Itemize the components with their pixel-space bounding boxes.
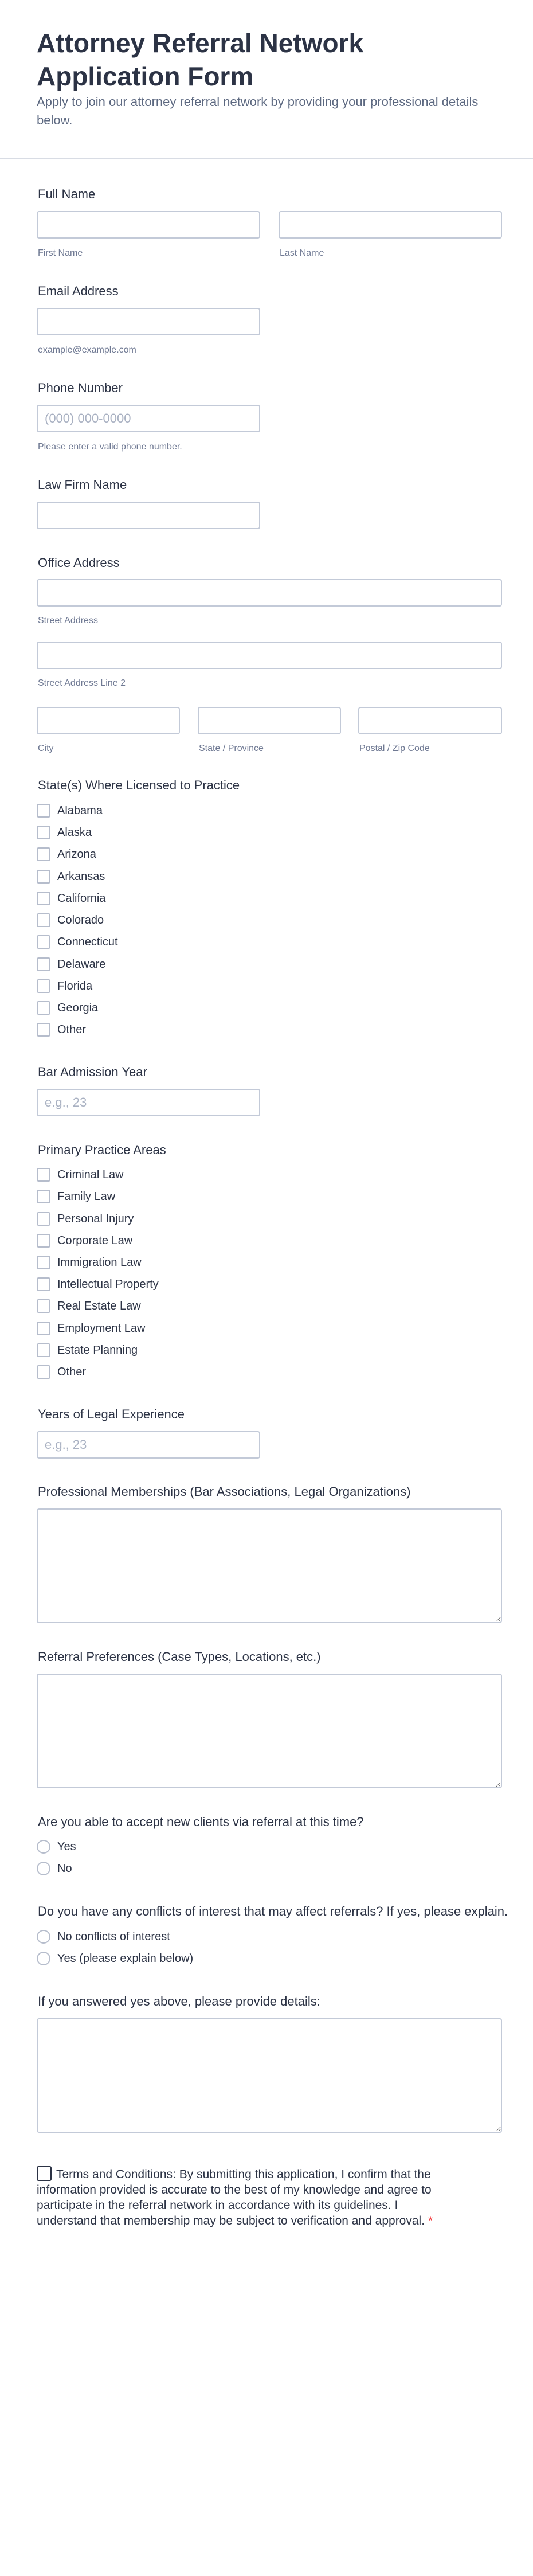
practice-option-corporate-law[interactable] [37,1233,132,1249]
licensed-states-label: State(s) Where Licensed to Practice [38,778,240,792]
checkbox[interactable] [37,1023,50,1037]
state-option-florida[interactable] [37,978,92,994]
state-option-arkansas[interactable] [37,869,105,885]
option-label: Yes (please explain below) [57,1952,194,1965]
first-name-sublabel: First Name [38,248,83,258]
memberships-label: Professional Memberships (Bar Associations, Legal Organizations) [38,1484,411,1499]
postal-code-input[interactable] [358,707,502,734]
option-label: No [57,1862,72,1875]
checkbox[interactable] [37,1277,50,1291]
option-label: Corporate Law [57,1234,133,1247]
city-sublabel: City [38,744,54,753]
option-label: Real Estate Law [57,1300,141,1312]
radio-button[interactable] [37,1952,50,1965]
option-label: Alaska [57,826,92,839]
first-name-input[interactable] [37,211,260,239]
state-option-arizona[interactable] [37,846,96,862]
checkbox[interactable] [37,804,50,818]
accept-option-yes[interactable] [37,1839,76,1855]
checkbox[interactable] [37,1322,50,1335]
form-header [0,0,533,159]
practice-option-real-estate-law[interactable] [37,1298,141,1314]
checkbox[interactable] [37,1234,50,1248]
checkbox[interactable] [37,1001,50,1015]
street-address-2-sublabel: Street Address Line 2 [38,678,126,688]
accept-clients-label: Are you able to accept new clients via referral at this time? [38,1815,364,1829]
terms-block [37,2166,455,2229]
option-label: Yes [57,1840,76,1853]
option-label: Colorado [57,914,104,927]
law-firm-input[interactable] [37,502,260,529]
option-label: Other [57,1366,87,1378]
practice-option-estate-planning[interactable] [37,1342,138,1358]
conflicts-label: Do you have any conflicts of interest that may affect referrals? If yes, please explain. [38,1904,508,1918]
radio-button[interactable] [37,1930,50,1944]
form-title: Attorney Referral Network Application Form [37,28,364,91]
option-label: Connecticut [57,936,118,948]
option-label: No conflicts of interest [57,1930,170,1943]
checkbox[interactable] [37,935,50,949]
office-address-label: Office Address [38,556,120,570]
option-label: Florida [57,980,93,992]
checkbox[interactable] [37,913,50,927]
conflict-details-label: If you answered yes above, please provide details: [38,1994,320,2008]
option-label: Intellectual Property [57,1278,159,1291]
form-subtitle: Apply to join our attorney referral network by providing your professional details below. [37,95,479,127]
checkbox[interactable] [37,1168,50,1182]
phone-sublabel: Please enter a valid phone number. [38,442,182,452]
state-option-alaska[interactable] [37,824,92,841]
state-province-input[interactable] [198,707,341,734]
checkbox[interactable] [37,1190,50,1203]
experience-label: Years of Legal Experience [38,1407,185,1421]
checkbox[interactable] [37,1256,50,1269]
radio-button[interactable] [37,1840,50,1854]
practice-option-personal-injury[interactable] [37,1211,134,1227]
phone-label: Phone Number [38,381,123,395]
checkbox[interactable] [37,1365,50,1379]
checkbox[interactable] [37,957,50,971]
law-firm-label: Law Firm Name [38,478,127,492]
option-label: Georgia [57,1002,99,1014]
terms-text: Terms and Conditions: By submitting this application, I confirm that the information provided is accurate to the best of my knowledge and agree to participate in the referral network in accordance with its guidelines. I understand that membership may be subject to verification and approval. [37,2168,432,2227]
checkbox[interactable] [37,1212,50,1226]
referral-preferences-label: Referral Preferences (Case Types, Locations, etc.) [38,1649,321,1664]
phone-input[interactable] [37,405,260,432]
option-label: Family Law [57,1190,116,1203]
street-address-input[interactable] [37,579,502,607]
option-label: Criminal Law [57,1168,124,1181]
option-label: Employment Law [57,1322,146,1335]
checkbox[interactable] [37,847,50,861]
checkbox[interactable] [37,826,50,839]
state-option-california[interactable] [37,890,105,906]
postal-code-sublabel: Postal / Zip Code [359,744,430,753]
state-province-sublabel: State / Province [199,744,264,753]
practice-option-family-law[interactable] [37,1189,115,1205]
practice-option-intellectual-property[interactable] [37,1276,159,1292]
last-name-sublabel: Last Name [280,248,324,258]
experience-input[interactable] [37,1431,260,1459]
bar-year-input[interactable] [37,1089,260,1116]
option-label: Delaware [57,958,106,971]
last-name-input[interactable] [279,211,502,239]
street-address-sublabel: Street Address [38,616,98,626]
conflict-details-textarea[interactable] [37,2018,502,2133]
practice-option-employment-law[interactable] [37,1320,145,1336]
conflicts-option-none[interactable] [37,1929,170,1945]
state-option-colorado[interactable] [37,912,104,928]
email-input[interactable] [37,308,260,335]
state-option-alabama[interactable] [37,803,103,819]
practice-option-criminal-law[interactable] [37,1167,124,1183]
accept-option-no[interactable] [37,1860,72,1877]
option-label: Estate Planning [57,1344,138,1357]
practice-areas-label: Primary Practice Areas [38,1143,166,1157]
option-label: Personal Injury [57,1213,134,1225]
street-address-2-input[interactable] [37,642,502,669]
option-label: California [57,892,106,905]
required-asterisk: * [428,2214,433,2227]
city-input[interactable] [37,707,180,734]
option-label: Alabama [57,804,103,817]
state-option-delaware[interactable] [37,956,105,972]
radio-button[interactable] [37,1862,50,1875]
checkbox[interactable] [37,892,50,905]
option-label: Arkansas [57,870,105,883]
state-option-other[interactable] [37,1022,86,1038]
option-label: Other [57,1023,87,1036]
bar-year-label: Bar Admission Year [38,1065,147,1079]
option-label: Immigration Law [57,1256,142,1269]
state-option-connecticut[interactable] [37,934,118,950]
memberships-textarea[interactable] [37,1508,502,1623]
state-option-georgia[interactable] [37,1000,98,1016]
referral-preferences-textarea[interactable] [37,1674,502,1788]
checkbox[interactable] [37,979,50,993]
practice-option-immigration-law[interactable] [37,1254,142,1271]
checkbox[interactable] [37,1343,50,1357]
terms-checkbox[interactable] [37,2166,52,2181]
checkbox[interactable] [37,1299,50,1313]
practice-option-other[interactable] [37,1364,86,1380]
checkbox[interactable] [37,870,50,884]
email-sublabel: example@example.com [38,345,136,355]
conflicts-option-yes[interactable] [37,1950,193,1967]
email-label: Email Address [38,284,119,298]
full-name-label: Full Name [38,187,96,201]
option-label: Arizona [57,848,96,861]
